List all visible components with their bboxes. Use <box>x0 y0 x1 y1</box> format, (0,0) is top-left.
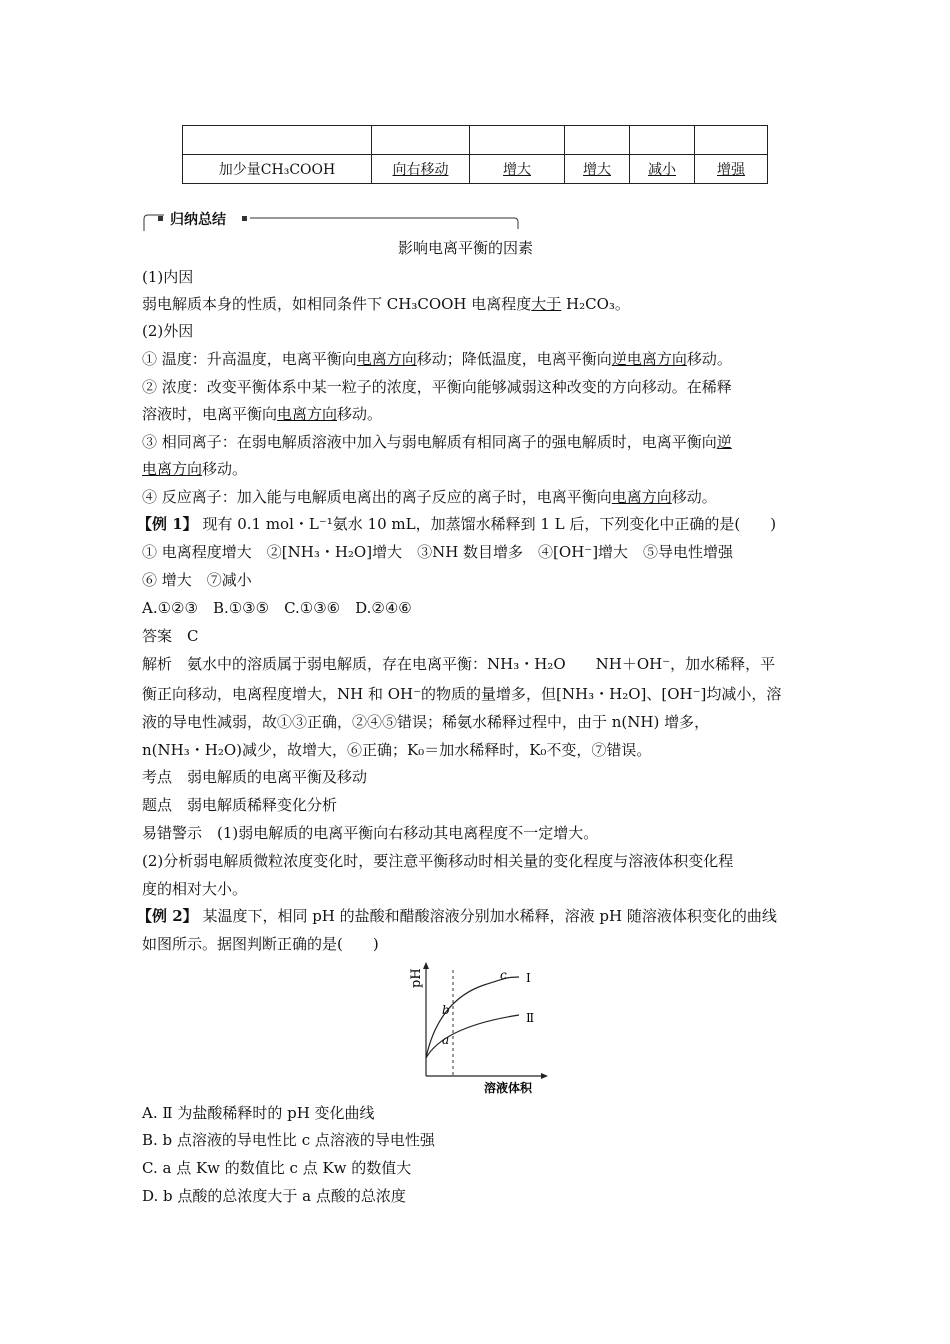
x-axis-label: 溶液体积 <box>484 1081 533 1095</box>
table-cell <box>470 126 565 155</box>
summary-header-label: 归纳总结 <box>170 212 226 228</box>
table-cell: 增强 <box>695 155 768 184</box>
table-cell <box>183 126 372 155</box>
curve-1-label: Ⅰ <box>526 971 531 985</box>
option-d: D. b 点酸的总浓度大于 a 点酸的总浓度 <box>142 1187 406 1205</box>
summary-header <box>142 207 522 233</box>
text-line: 液的导电性减弱，故①③正确，②④⑤错误；稀氨水稀释过程中，由于 n(NH) 增多， <box>142 713 710 731</box>
ph-dilution-figure <box>404 960 554 1096</box>
text-line: ② 浓度：改变平衡体系中某一粒子的浓度，平衡向能够减弱这种改变的方向移动。在稀释 <box>142 378 732 396</box>
text-line: ① 温度：升高温度，电离平衡向电离方向移动；降低温度，电离平衡向逆电离方向移动。 <box>142 350 732 368</box>
y-axis-label: pH <box>409 968 424 988</box>
point-a-label: a <box>442 1033 450 1047</box>
table-cell: 向右移动 <box>372 155 470 184</box>
text-line: 解析 氨水中的溶质属于弱电解质，存在电离平衡：NH₃・H₂O NH＋OH⁻，加水稀释，平 <box>142 655 776 673</box>
table-cell: 增大 <box>565 155 630 184</box>
example-2-question: 【例 2】 某温度下，相同 pH 的盐酸和醋酸溶液分别加水稀释，溶液 pH 随溶液体积变化的曲线 <box>137 907 777 925</box>
table-cell <box>695 126 768 155</box>
table-row <box>183 126 768 155</box>
text-line: 易错警示 (1)弱电解质的电离平衡向右移动其电离程度不一定增大。 <box>142 824 599 842</box>
point-c-label: c <box>500 968 507 982</box>
text-line: n(NH₃・H₂O)减少，故增大，⑥正确；K₀＝加水稀释时，K₀不变，⑦错误。 <box>142 741 652 759</box>
text-line: 如图所示。据图判断正确的是( ) <box>142 935 379 953</box>
table-cell <box>565 126 630 155</box>
option-c: C. a 点 Kw 的数值比 c 点 Kw 的数值大 <box>142 1159 412 1177</box>
text-line: (2)外因 <box>142 322 194 340</box>
table-cell <box>372 126 470 155</box>
option-b: B. b 点溶液的导电性比 c 点溶液的导电性强 <box>142 1131 435 1149</box>
text-line: ④ 反应离子：加入能与电解质电离出的离子反应的离子时，电离平衡向电离方向移动。 <box>142 488 717 506</box>
options-line: A.①②③ B.①③⑤ C.①③⑥ D.②④⑥ <box>142 599 412 617</box>
x-axis-arrow <box>541 1073 548 1079</box>
text-line: ⑥ 增大 ⑦减小 <box>142 571 252 589</box>
text-line: 衡正向移动，电离程度增大，NH 和 OH⁻的物质的量增多，但[NH₃・H₂O]、[OH⁻]均减小，溶 <box>142 685 782 703</box>
option-a: A. Ⅱ 为盐酸稀释时的 pH 变化曲线 <box>142 1104 375 1122</box>
table-cell: 减小 <box>630 155 695 184</box>
point-b-label: b <box>442 1003 450 1017</box>
y-axis-arrow <box>423 962 429 969</box>
curve-2-label: Ⅱ <box>526 1011 535 1025</box>
text-line: (2)分析弱电解质微粒浓度变化时，要注意平衡移动时相关量的变化程度与溶液体积变化程 <box>142 852 734 870</box>
summary-title: 影响电离平衡的因素 <box>398 239 534 257</box>
text-line: (1)内因 <box>142 268 194 286</box>
text-line: 考点 弱电解质的电离平衡及移动 <box>142 768 368 786</box>
answer-line: 答案 C <box>142 627 199 645</box>
text-line: 度的相对大小。 <box>142 880 248 898</box>
example-1-question: 【例 1】 现有 0.1 mol・L⁻¹氨水 10 mL，加蒸馏水稀释到 1 L 后，下列变化中正确的是( ) <box>137 515 777 533</box>
table-cell: 增大 <box>470 155 565 184</box>
property-table <box>182 125 768 184</box>
text-line: ③ 相同离子：在弱电解质溶液中加入与弱电解质有相同离子的强电解质时，电离平衡向逆 <box>142 433 732 451</box>
text-line: ① 电离程度增大 ②[NH₃・H₂O]增大 ③NH 数目增多 ④[OH⁻]增大 ⑤导电性增强 <box>142 543 734 561</box>
table-row <box>183 155 768 184</box>
text-line: 弱电解质本身的性质，如相同条件下 CH₃COOH 电离程度大于 H₂CO₃。 <box>142 295 630 313</box>
table-cell: 加少量CH₃COOH <box>183 155 372 184</box>
table-cell <box>630 126 695 155</box>
text-line: 电离方向移动。 <box>142 460 248 478</box>
text-line: 溶液时，电离平衡向电离方向移动。 <box>142 405 383 423</box>
text-line: 题点 弱电解质稀释变化分析 <box>142 796 338 814</box>
